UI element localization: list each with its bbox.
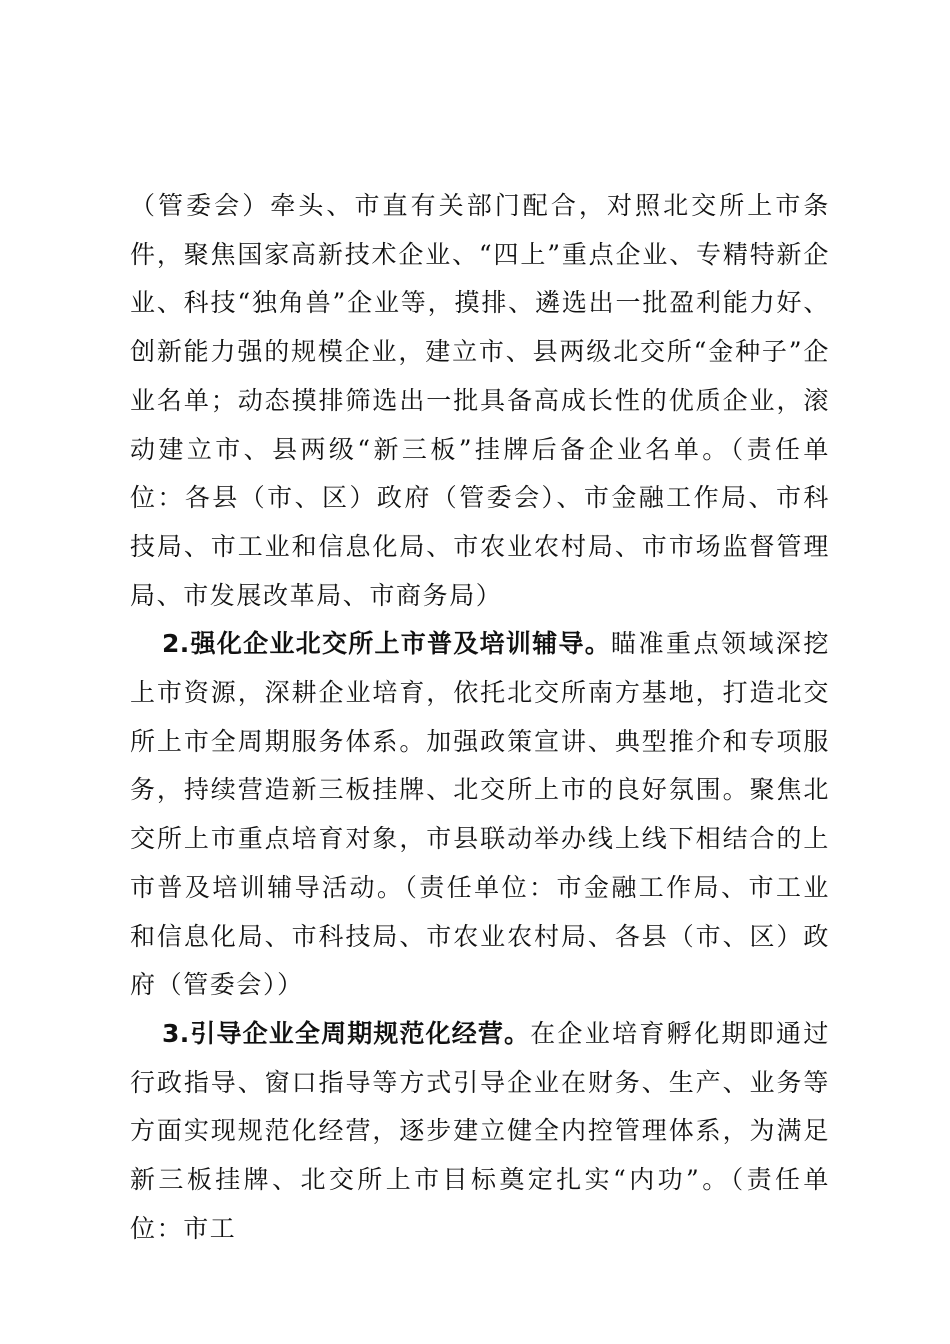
paragraph-item-3 — [130, 1010, 830, 1254]
paragraph-continuation — [130, 182, 830, 620]
paragraph-body: 在企业培育孵化期即通过行政指导、窗口指导等方式引导企业在财务、生产、业务等方面实现规范化经营，逐步建立健全内控管理体系，为满足新三板挂牌、北交所上市目标奠定扎实“内功”。（责任单位：市工 — [130, 1018, 830, 1243]
paragraph-item-2 — [130, 620, 830, 1010]
paragraph-heading: 2.强化企业北交所上市普及培训辅导。 — [162, 629, 612, 659]
paragraph-heading: 3.引导企业全周期规范化经营。 — [162, 1018, 531, 1048]
paragraph-body: （管委会）牵头、市直有关部门配合，对照北交所上市条件，聚焦国家高新技术企业、“四上”重点企业、专精特新企业、科技“独角兽”企业等，摸排、遴选出一批盈利能力好、创新能力强的规模企业，建立市、县两级北交所“金种子”企业名单；动态摸排筛选出一批具备高成长性的优质企业，滚动建立市、县两级“新三板”挂牌后备企业名单。（责任单位：各县（市、区）政府（管委会）、市金融工作局、市科技局、市工业和信息化局、市农业农村局、市市场监督管理局、市发展改革局、市商务局） — [130, 191, 830, 610]
paragraph-body: 瞄准重点领域深挖上市资源，深耕企业培育，依托北交所南方基地，打造北交所上市全周期服务体系。加强政策宣讲、典型推介和专项服务，持续营造新三板挂牌、北交所上市的良好氛围。聚焦北交所上市重点培育对象，市县联动举办线上线下相结合的上市普及培训辅导活动。（责任单位：市金融工作局、市工业和信息化局、市科技局、市农业农村局、各县（市、区）政府（管委会）） — [130, 629, 830, 1000]
document-body — [130, 182, 830, 1253]
